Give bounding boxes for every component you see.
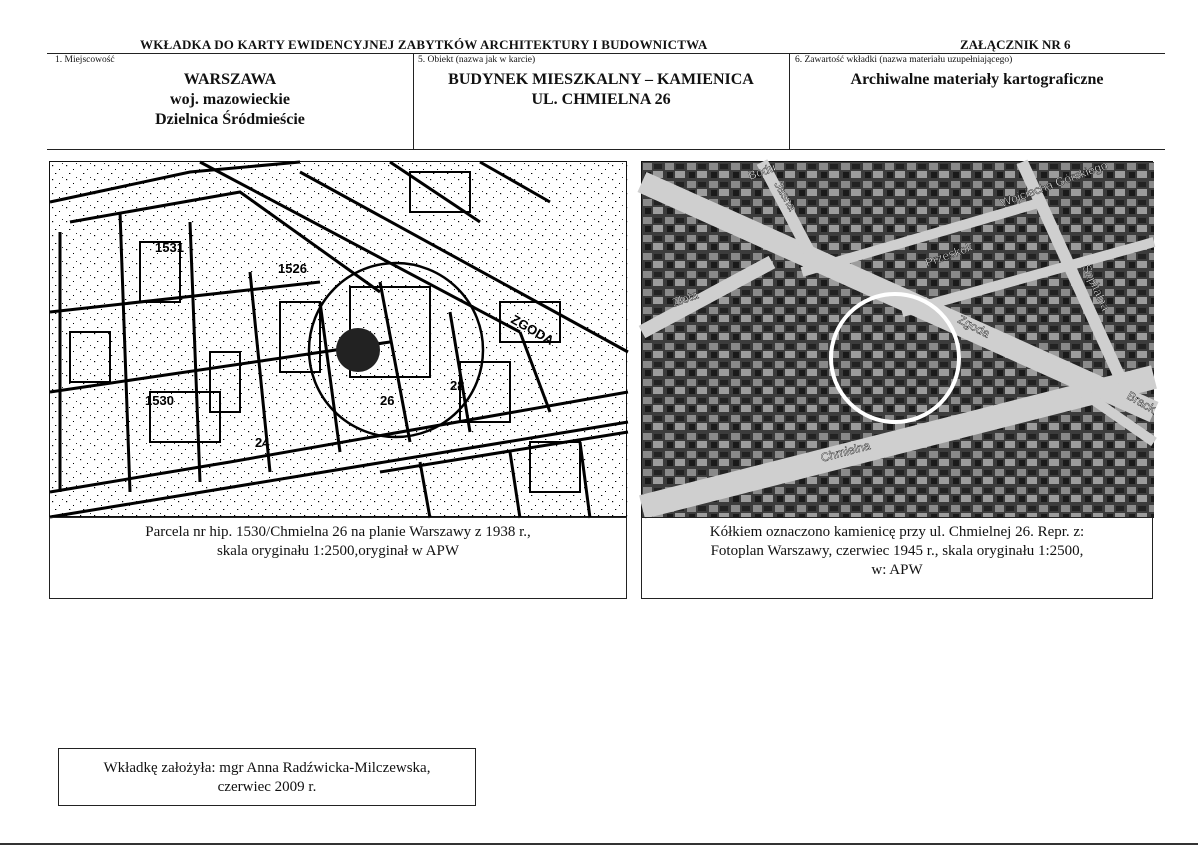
locality-label: 1. Miejscowość (55, 55, 115, 65)
header-bottom-rule (47, 149, 1165, 150)
content-label: 6. Zawartość wkładki (nazwa materiału uzupełniającego) (795, 55, 1013, 65)
header-top-rule (47, 53, 1165, 54)
right-caption-rule (641, 517, 1153, 518)
map-1945-photoplan (641, 157, 1159, 517)
map-1945-street-2: Wojciecha Górskiego (998, 157, 1110, 210)
page-bottom-edge (0, 843, 1198, 845)
content-value (791, 70, 1163, 90)
map-1945-street-1: Jasna (771, 178, 800, 214)
map-1945-svg (642, 157, 1159, 518)
map-1945-street-6: Zgoda (955, 312, 993, 341)
map-1945-street-8: Chmielna (819, 438, 872, 465)
right-caption (644, 523, 1150, 580)
locality-line-3: Dzielnica Śródmieście (155, 111, 305, 128)
left-caption-line-2: skala oryginału 1:2500,oryginał w APW (216, 543, 460, 559)
map-1945-street-0: Bodu (746, 160, 778, 183)
map-1945-street-4: Przeskok (923, 239, 975, 270)
map-1938-label-6: 1526 (278, 261, 307, 276)
header-divider-1 (413, 53, 414, 149)
map-1938-label-2: 1531 (155, 240, 184, 255)
map-1945-street-7: Brack (1124, 388, 1159, 416)
author-text (59, 749, 475, 797)
attachment-number: ZAŁĄCZNIK NR 6 (960, 37, 1071, 52)
locality-line-2: woj. mazowieckie (170, 91, 290, 108)
author-line-2: czerwiec 2009 r. (217, 779, 317, 795)
left-caption (52, 523, 624, 561)
map-1938-marker (336, 328, 380, 372)
map-1938-label-1: 1530 (145, 393, 174, 408)
object-label: 5. Obiekt (nazwa jak w karcie) (418, 55, 536, 65)
object-line-1: BUDYNEK MIESZKALNY – KAMIENICA (448, 71, 754, 88)
map-1938-label-5: 28 (450, 378, 465, 393)
left-caption-line-1: Parcela nr hip. 1530/Chmielna 26 na planie Warszawy z 1938 r., (145, 524, 531, 540)
map-1945-street-5: Szpitalna (1079, 262, 1113, 314)
map-1938-label-4: 24 (255, 435, 270, 450)
right-caption-line-1: Kółkiem oznaczono kamienicę przy ul. Chmielnej 26. Repr. z: (709, 524, 1085, 540)
author-line-1: Wkładkę założyła: mgr Anna Radźwicka-Milczewska, (103, 760, 431, 776)
author-box (58, 748, 476, 806)
map-1938-label-0: ZGODA (508, 311, 557, 349)
right-caption-line-2: Fotoplan Warszawy, czerwiec 1945 r., skala oryginału 1:2500, (710, 543, 1084, 559)
locality-value (50, 70, 410, 130)
left-caption-rule (49, 517, 627, 518)
locality-line-1: WARSZAWA (183, 71, 277, 88)
object-value (415, 70, 787, 110)
map-1945-street-3: Złota (670, 287, 701, 310)
right-caption-line-3: w: APW (871, 562, 923, 578)
map-1938-svg (50, 162, 628, 518)
header-divider-2 (789, 53, 790, 149)
document-title: WKŁADKA DO KARTY EWIDENCYJNEJ ZABYTKÓW ARCHITEKTURY I BUDOWNICTWA (140, 37, 708, 52)
object-line-2: UL. CHMIELNA 26 (531, 91, 671, 108)
map-1938-label-3: 26 (380, 393, 395, 408)
map-1938-plan (49, 161, 627, 517)
content-line-1: Archiwalne materiały kartograficzne (850, 71, 1104, 88)
